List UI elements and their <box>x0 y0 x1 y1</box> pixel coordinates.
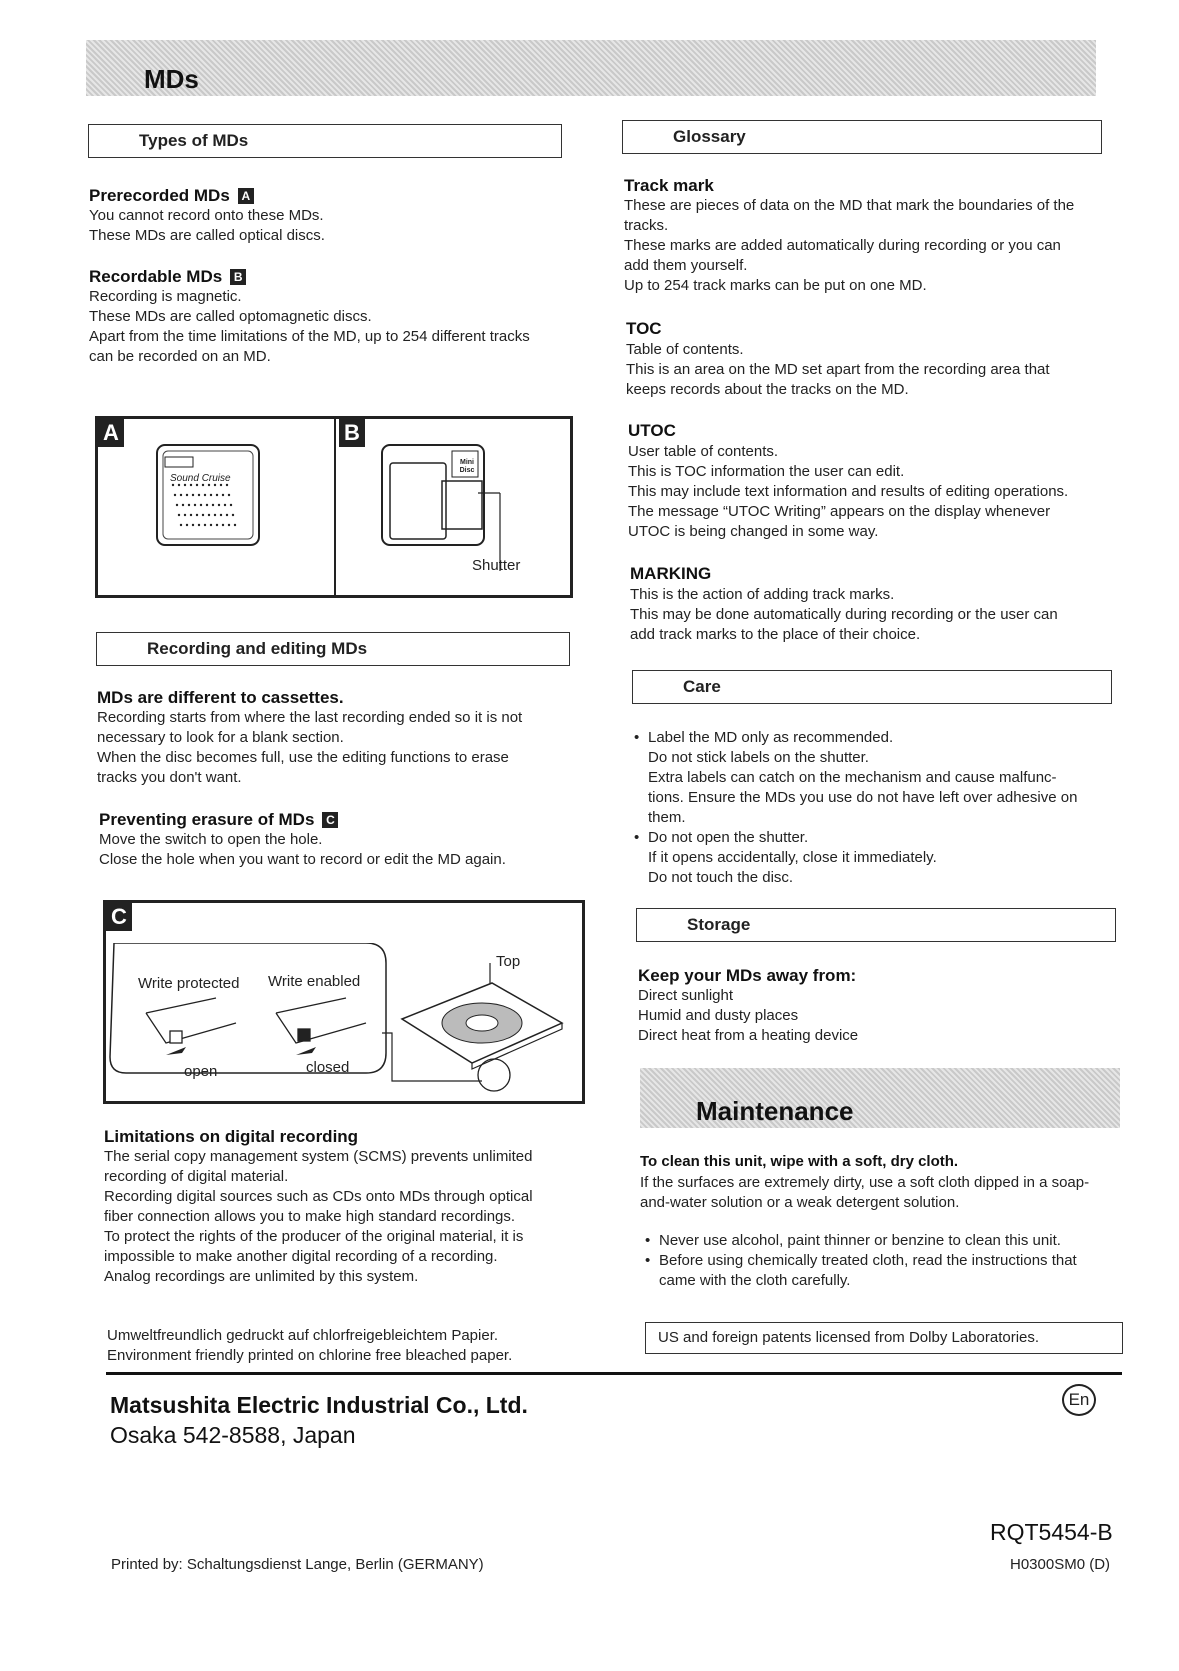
fig-tag-a: A <box>98 419 124 447</box>
text-line: Recording starts from where the last recording ended so it is not <box>97 709 523 726</box>
write-protect-panel <box>106 943 396 1103</box>
write-protected-label: Write protected <box>138 975 240 992</box>
text-line: and-water solution or a weak detergent solution. <box>640 1194 960 1211</box>
storage-text <box>638 986 858 1046</box>
text-line: impossible to make another digital recording of a recording. <box>104 1248 498 1265</box>
prerecorded-heading <box>89 186 254 206</box>
write-enabled-label: Write enabled <box>268 973 361 990</box>
maintenance-heading: To clean this unit, wipe with a soft, dry cloth. <box>640 1153 959 1170</box>
section-care <box>632 670 1112 704</box>
text-line: Direct heat from a heating device <box>638 1027 859 1044</box>
text-line: add track marks to the place of their choice. <box>630 626 921 643</box>
text-line: • Never use alcohol, paint thinner or benzine to clean this unit. <box>659 1232 1061 1249</box>
fig-tag-b: B <box>339 419 365 447</box>
text-line: fiber connection allows you to make high standard recordings. <box>104 1208 516 1225</box>
text-line: You cannot record onto these MDs. <box>89 207 324 224</box>
text-line: Move the switch to open the hole. <box>99 831 323 848</box>
text-line: User table of contents. <box>628 443 779 460</box>
storage-heading: Keep your MDs away from: <box>638 966 857 985</box>
cassettes-heading: MDs are different to cassettes. <box>97 688 344 707</box>
text-line: Table of contents. <box>626 341 744 358</box>
toc-heading: TOC <box>626 319 662 338</box>
text-line: tracks. <box>624 217 669 234</box>
section-title: Storage <box>687 915 751 934</box>
text-line: • Before using chemically treated cloth, read the instructions that <box>659 1252 1077 1269</box>
language-badge-text: En <box>1068 1390 1090 1409</box>
text-line: Close the hole when you want to record or edit the MD again. <box>99 851 506 868</box>
environment-note <box>107 1326 512 1366</box>
utoc-text <box>628 442 1068 542</box>
text-line: • Label the MD only as recommended. <box>648 729 894 746</box>
company-address: Osaka 542-8588, Japan <box>110 1422 356 1448</box>
recordable-text <box>89 287 530 367</box>
text-line: To protect the rights of the producer of the original material, it is <box>104 1228 524 1245</box>
text-line: If it opens accidentally, close it immediately. <box>648 849 937 866</box>
footer-rule <box>106 1372 1122 1375</box>
text-line: If the surfaces are extremely dirty, use a soft cloth dipped in a soap- <box>640 1174 1090 1191</box>
toc-text <box>626 340 1050 400</box>
text-line: These MDs are called optomagnetic discs. <box>89 308 372 325</box>
disc-label: Sound Cruise <box>170 473 231 484</box>
utoc-heading: UTOC <box>628 421 676 440</box>
figure-divider <box>334 419 336 595</box>
header-banner <box>86 40 1096 96</box>
section-types-of-mds <box>88 124 562 158</box>
section-glossary <box>622 120 1102 154</box>
text-line: When the disc becomes full, use the editing functions to erase <box>97 749 509 766</box>
text-line: Environment friendly printed on chlorine free bleached paper. <box>107 1347 513 1364</box>
text-line: them. <box>648 809 686 826</box>
text-line: The serial copy management system (SCMS) prevents unlimited <box>104 1148 533 1165</box>
text-line: Up to 254 track marks can be put on one MD. <box>624 277 927 294</box>
text-line: UTOC is being changed in some way. <box>628 523 879 540</box>
text-line: Do not touch the disc. <box>648 869 794 886</box>
text-line: This is TOC information the user can edit. <box>628 463 905 480</box>
open-label: open <box>184 1063 218 1080</box>
text-line: Recording digital sources such as CDs onto MDs through optical <box>104 1188 533 1205</box>
section-title: Care <box>683 677 721 696</box>
sub-code: H0300SM0 (D) <box>1010 1556 1111 1573</box>
maintenance-banner <box>640 1068 1120 1128</box>
figure-c <box>103 900 585 1104</box>
text-line: Direct sunlight <box>638 987 734 1004</box>
text-line: This may be done automatically during recording or the user can <box>630 606 1058 623</box>
care-item <box>634 728 1114 828</box>
figure-ab <box>95 416 573 598</box>
care-item <box>634 828 1114 888</box>
shutter-label: Shutter <box>472 557 521 574</box>
preventing-heading <box>99 810 338 830</box>
recordable-heading <box>89 267 246 287</box>
text-line: recording of digital material. <box>104 1168 289 1185</box>
fig-tag-c: C <box>106 903 132 931</box>
company-name: Matsushita Electric Industrial Co., Ltd. <box>110 1392 528 1418</box>
text-line: Do not stick labels on the shutter. <box>648 749 869 766</box>
care-list <box>634 728 1114 888</box>
text-line: Recording is magnetic. <box>89 288 242 305</box>
text-line: These MDs are called optical discs. <box>89 227 325 244</box>
maintenance-list <box>645 1231 1125 1291</box>
limitations-text <box>104 1147 533 1287</box>
section-title: Glossary <box>673 127 746 146</box>
text-line: came with the cloth carefully. <box>659 1272 851 1289</box>
section-title: Recording and editing MDs <box>147 639 368 658</box>
top-label: Top <box>496 953 521 970</box>
language-badge <box>1062 1384 1096 1416</box>
tag-a: A <box>238 188 254 204</box>
document-code: RQT5454-B <box>990 1519 1113 1545</box>
track-mark-text <box>624 196 1074 296</box>
page-title: MDs <box>144 64 199 94</box>
text-line: These marks are added automatically during recording or you can <box>624 237 1061 254</box>
text-line: This may include text information and results of editing operations. <box>628 483 1069 500</box>
limitations-heading: Limitations on digital recording <box>104 1127 359 1146</box>
text-line: The message “UTOC Writing” appears on the display whenever <box>628 503 1051 520</box>
cassettes-text <box>97 708 522 788</box>
section-title: Types of MDs <box>139 131 249 150</box>
text-line: can be recorded on an MD. <box>89 348 271 365</box>
section-storage <box>636 908 1116 942</box>
text-line: These are pieces of data on the MD that mark the boundaries of the <box>624 197 1075 214</box>
preventing-text <box>99 830 506 870</box>
maintenance-item <box>645 1251 1125 1291</box>
maintenance-text <box>640 1173 1089 1213</box>
marking-text <box>630 585 1058 645</box>
prerecorded-md-drawing <box>153 441 263 551</box>
marking-heading: MARKING <box>630 564 712 583</box>
patents-text: US and foreign patents licensed from Dolby Laboratories. <box>658 1329 1040 1346</box>
section-recording-editing <box>96 632 570 666</box>
text-line: This is the action of adding track marks. <box>630 586 895 603</box>
heading-text: Preventing erasure of MDs <box>99 810 315 829</box>
text-line: • Do not open the shutter. <box>648 829 809 846</box>
text-line: keeps records about the tracks on the MD. <box>626 381 909 398</box>
text-line: Analog recordings are unlimited by this system. <box>104 1268 419 1285</box>
patents-box <box>645 1322 1123 1354</box>
heading-text: Recordable MDs <box>89 267 223 286</box>
track-mark-heading: Track mark <box>624 176 714 195</box>
text-line: This is an area on the MD set apart from the recording area that <box>626 361 1050 378</box>
heading-text: Prerecorded MDs <box>89 186 230 205</box>
printed-by: Printed by: Schaltungsdienst Lange, Berlin (GERMANY) <box>111 1556 484 1573</box>
text-line: Umweltfreundlich gedruckt auf chlorfreigebleichtem Papier. <box>107 1327 499 1344</box>
text-line: tions. Ensure the MDs you use do not have left over adhesive on <box>648 789 1078 806</box>
prerecorded-text <box>89 206 325 246</box>
maintenance-item <box>645 1231 1125 1251</box>
tag-b: B <box>230 269 246 285</box>
maintenance-title: Maintenance <box>696 1096 854 1126</box>
closed-label: closed <box>306 1059 350 1076</box>
text-line: tracks you don't want. <box>97 769 242 786</box>
mini-disc-label: Mini Disc <box>459 459 475 474</box>
text-line: necessary to look for a blank section. <box>97 729 344 746</box>
text-line: Apart from the time limitations of the MD, up to 254 different tracks <box>89 328 530 345</box>
md-top-drawing <box>382 963 582 1093</box>
tag-c: C <box>322 812 338 828</box>
text-line: Extra labels can catch on the mechanism and cause malfunc- <box>648 769 1057 786</box>
text-line: Humid and dusty places <box>638 1007 799 1024</box>
text-line: add them yourself. <box>624 257 748 274</box>
